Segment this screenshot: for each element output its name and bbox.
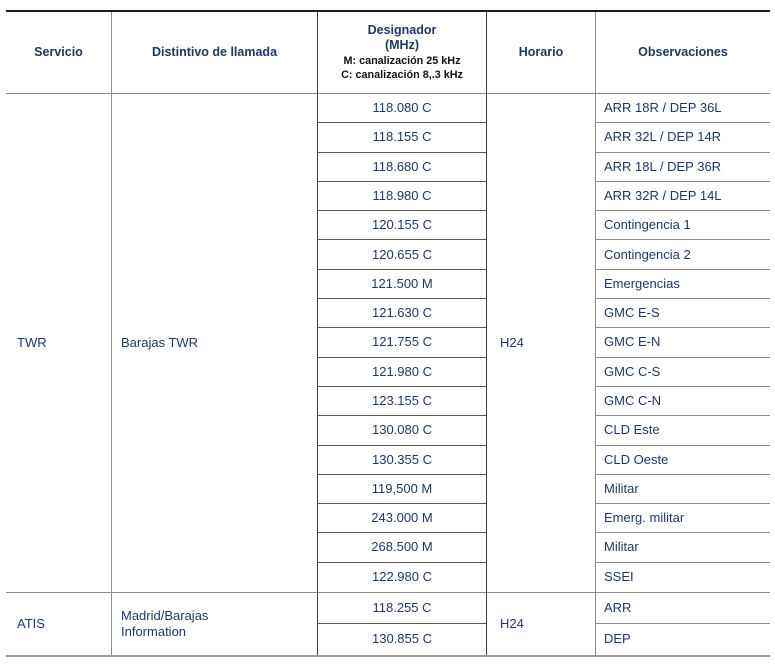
- frequency-cell: 118.080 C: [317, 94, 487, 123]
- observation-cell: ARR 32L / DEP 14R: [595, 123, 770, 152]
- observation-cell: Emerg. militar: [595, 504, 770, 533]
- frequency-cell: 120.155 C: [317, 211, 487, 240]
- observation-cell: SSEI: [595, 563, 770, 592]
- frequency-cell: 123.155 C: [317, 387, 487, 416]
- frequency-cell: 120.655 C: [317, 240, 487, 269]
- header-designador: [317, 12, 487, 94]
- observation-cell: Contingencia 2: [595, 240, 770, 269]
- frequency-cell: 119,500 M: [317, 475, 487, 504]
- header-designador-title: Designador: [367, 22, 437, 37]
- observation-cell: GMC E-N: [595, 328, 770, 357]
- header-distintivo: Distintivo de llamada: [111, 12, 317, 94]
- observation-cell: DEP: [595, 624, 770, 656]
- frequency-cell: 118.680 C: [317, 153, 487, 182]
- observation-cell: Militar: [595, 533, 770, 562]
- frequency-cell: 268.500 M: [317, 533, 487, 562]
- observation-cell: Emergencias: [595, 270, 770, 299]
- observation-cell: ARR 18L / DEP 36R: [595, 153, 770, 182]
- header-observaciones: Observaciones: [595, 12, 770, 94]
- header-designador-note-m: M: canalización 25 kHz: [343, 55, 461, 68]
- observation-cell: GMC E-S: [595, 299, 770, 328]
- observation-cell: CLD Oeste: [595, 446, 770, 475]
- frequency-cell: 118.255 C: [317, 592, 487, 624]
- frequency-cell: 118.980 C: [317, 182, 487, 211]
- frequency-cell: 243.000 M: [317, 504, 487, 533]
- observation-cell: GMC C-N: [595, 387, 770, 416]
- frequency-cell: 121.980 C: [317, 358, 487, 387]
- observation-cell: ARR: [595, 592, 770, 624]
- observation-cell: Militar: [595, 475, 770, 504]
- observation-cell: CLD Este: [595, 416, 770, 445]
- frequency-cell: 122.980 C: [317, 563, 487, 592]
- callsign-text: Madrid/Barajas Information: [121, 607, 209, 640]
- schedule-cell-atis: H24: [487, 592, 595, 655]
- observation-cell: GMC C-S: [595, 358, 770, 387]
- frequency-cell: 130.080 C: [317, 416, 487, 445]
- callsign-cell-twr: Barajas TWR: [111, 94, 317, 592]
- schedule-cell-twr: H24: [500, 334, 524, 350]
- frequency-cell: 121.755 C: [317, 328, 487, 357]
- observation-cell: ARR 32R / DEP 14L: [595, 182, 770, 211]
- callsign-cell-atis: [111, 592, 317, 655]
- frequency-cell: 121.630 C: [317, 299, 487, 328]
- service-cell-atis: ATIS: [6, 592, 111, 655]
- observation-cell: ARR 18R / DEP 36L: [595, 94, 770, 123]
- header-horario: Horario: [487, 12, 595, 94]
- frequency-cell: 130.855 C: [317, 624, 487, 656]
- frequency-cell: 118.155 C: [317, 123, 487, 152]
- observation-cell: Contingencia 1: [595, 211, 770, 240]
- header-designador-unit: (MHz): [384, 38, 419, 53]
- frequency-cell: 121.500 M: [317, 270, 487, 299]
- header-servicio: Servicio: [6, 12, 111, 94]
- frequency-cell: 130.355 C: [317, 446, 487, 475]
- header-designador-note-c: C: canalización 8,.3 kHz: [341, 69, 463, 82]
- service-cell-twr: TWR: [17, 334, 47, 350]
- com-frequency-table: [6, 10, 770, 657]
